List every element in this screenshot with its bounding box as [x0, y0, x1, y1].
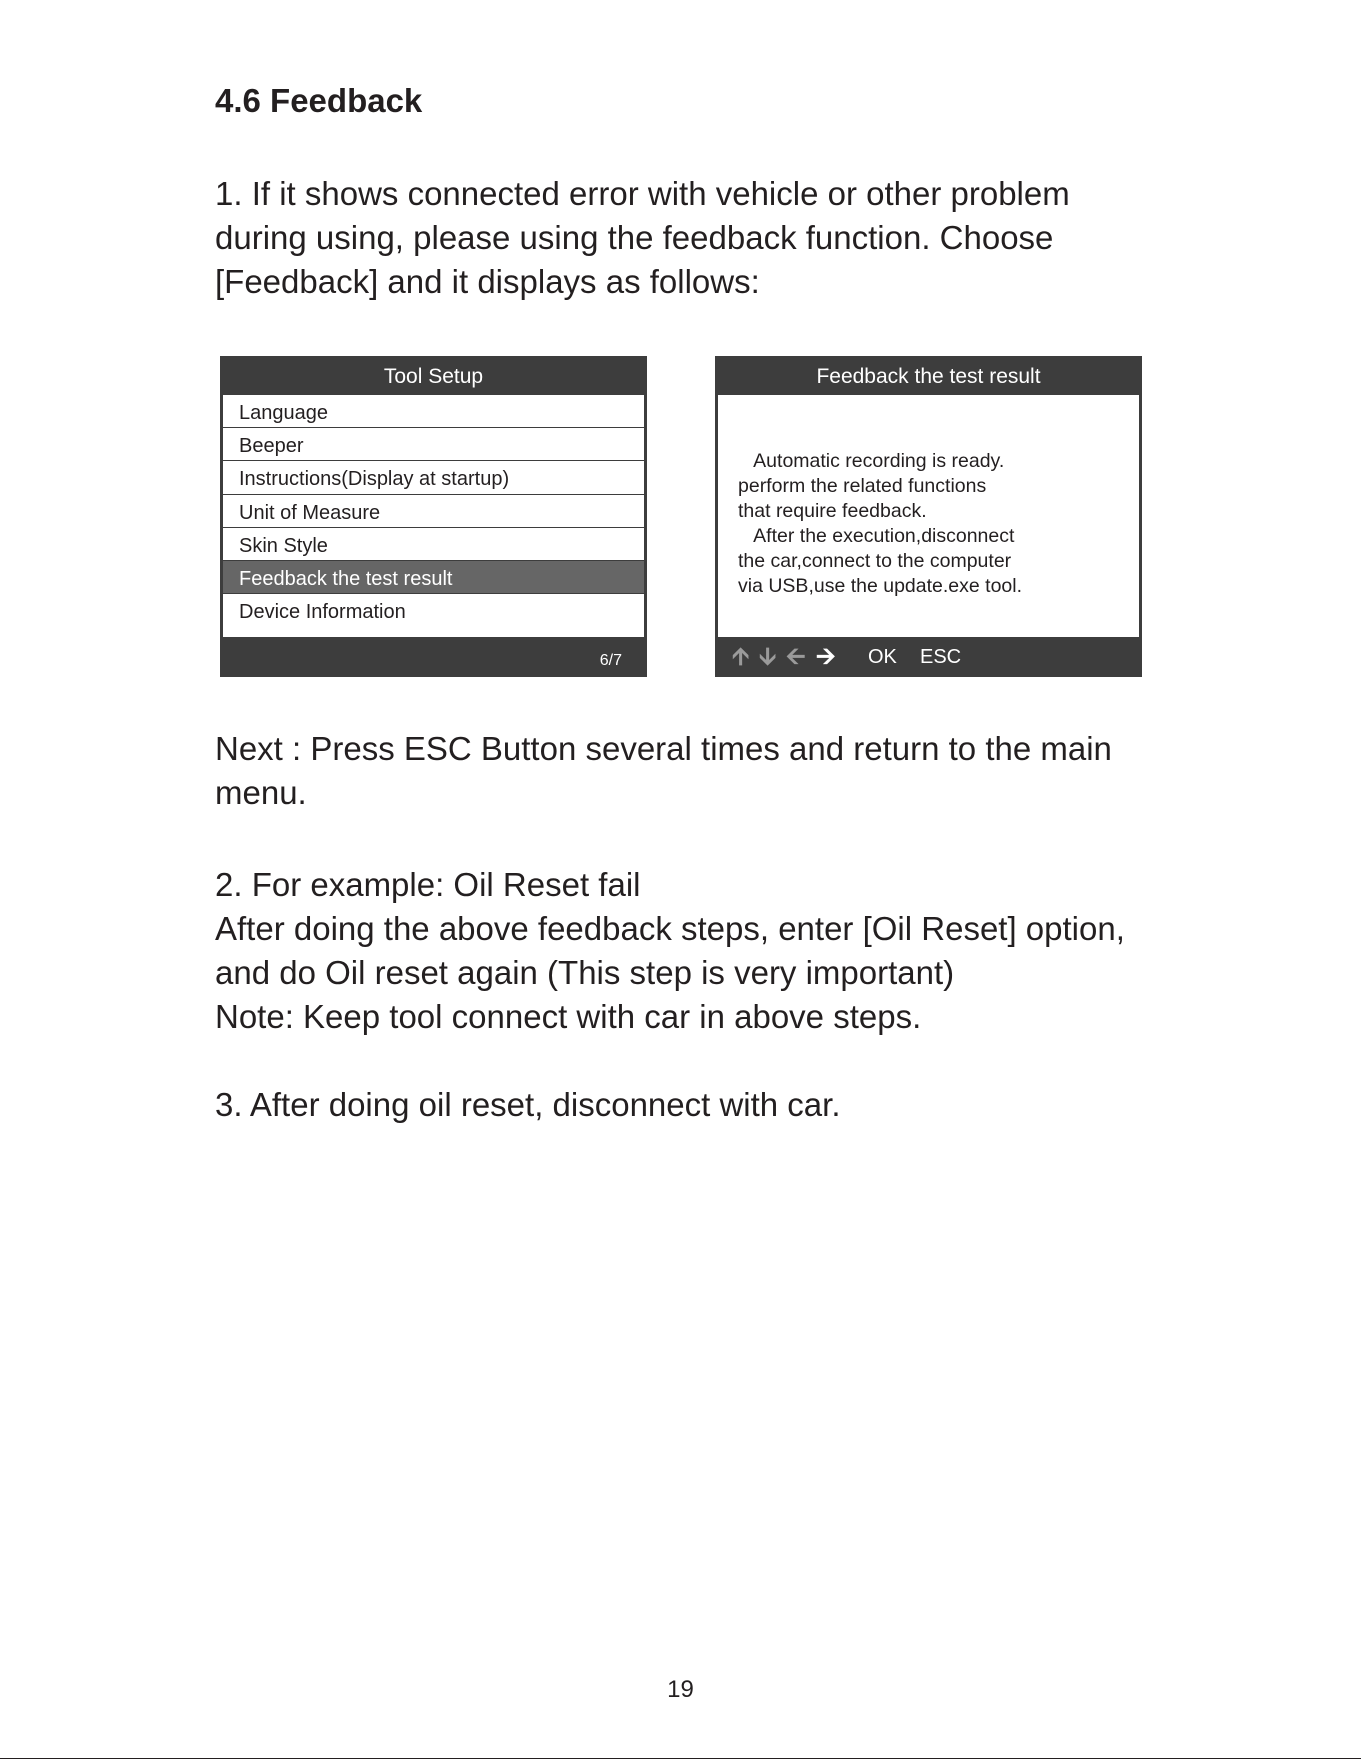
text-line: 1. If it shows connected error with vehicle or other problem	[215, 175, 1070, 212]
tool-setup-screen	[220, 356, 647, 677]
feedback-message: Automatic recording is ready. perform the related functions that require feedback. After the execution,disconnect the car,connect to the computer via USB,use the update.exe tool.	[738, 450, 1023, 597]
step-1-paragraph	[215, 172, 1070, 304]
arrow-up-icon[interactable]: 🡩	[732, 643, 750, 670]
menu-item-device-information[interactable]: Device Information	[239, 601, 406, 624]
menu-item-unit-of-measure[interactable]: Unit of Measure	[223, 495, 644, 528]
feedback-screen	[715, 356, 1142, 677]
menu-item-instructions[interactable]: Instructions(Display at startup)	[223, 461, 644, 494]
text-line: [Feedback] and it displays as follows:	[215, 263, 760, 300]
menu-item-feedback[interactable]: Feedback the test result	[223, 561, 644, 594]
menu-item-skin-style[interactable]: Skin Style	[223, 528, 644, 561]
step-2-paragraph	[215, 863, 1125, 1039]
esc-button[interactable]: ESC	[920, 646, 962, 668]
text-line: menu.	[215, 774, 307, 811]
tool-setup-menu	[223, 395, 644, 637]
next-step-paragraph	[215, 727, 1112, 815]
screen-title: Feedback the test result	[816, 365, 1041, 388]
ok-button[interactable]: OK	[868, 646, 897, 668]
text-line: Next : Press ESC Button several times and return to the main	[215, 730, 1112, 767]
arrow-left-icon[interactable]: 🡨	[786, 643, 806, 670]
button-bar	[715, 639, 1142, 677]
page-number: 19	[667, 1676, 694, 1703]
text-line: and do Oil reset again (This step is very important)	[215, 954, 955, 991]
page-bottom-rule	[0, 1758, 1361, 1759]
menu-item-beeper[interactable]: Beeper	[223, 428, 644, 461]
text-line: 3. After doing oil reset, disconnect with car.	[215, 1086, 841, 1123]
section-heading: 4.6 Feedback	[215, 82, 423, 119]
text-line: during using, please using the feedback function. Choose	[215, 219, 1054, 256]
arrow-down-icon[interactable]: 🡫	[759, 643, 777, 670]
step-3-paragraph	[215, 1083, 841, 1127]
page-indicator: 6/7	[599, 652, 622, 669]
menu-item-language[interactable]: Language	[223, 395, 644, 428]
text-line: 2. For example: Oil Reset fail	[215, 866, 641, 903]
text-line: Note: Keep tool connect with car in above steps.	[215, 998, 922, 1035]
arrow-right-icon[interactable]: 🡪	[816, 643, 836, 670]
text-line: After doing the above feedback steps, enter [Oil Reset] option,	[215, 910, 1125, 947]
screen-title: Tool Setup	[383, 365, 484, 388]
message-box	[718, 395, 1139, 637]
